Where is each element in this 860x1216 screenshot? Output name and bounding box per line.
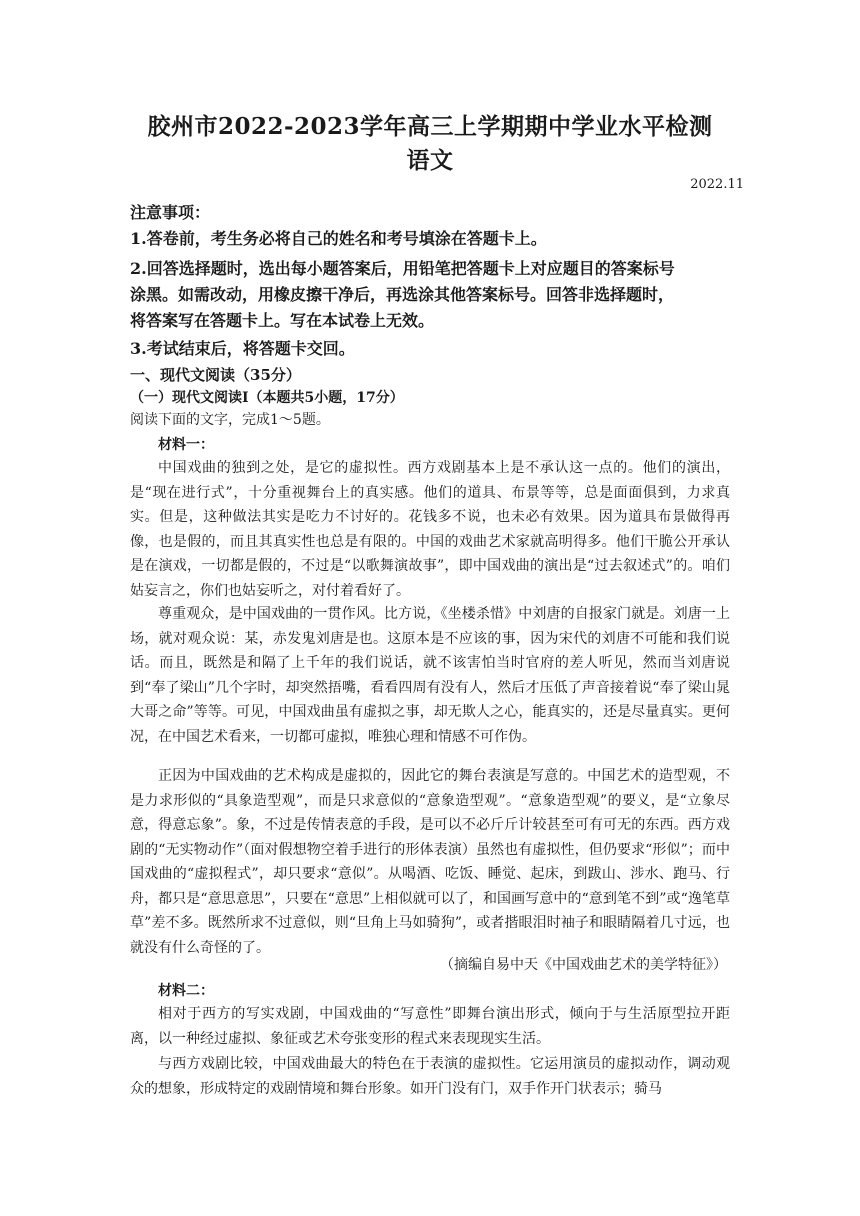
material-2-label: 材料二： <box>158 983 214 999</box>
section-subheading: （一）现代文阅读Ⅰ（本题共5小题，17分） <box>130 390 404 406</box>
material-1-source: （摘编自易中天《中国戏曲艺术的美学特征》） <box>440 957 727 973</box>
material-1-paragraph-2: 尊重观众，是中国戏曲的一贯作风。比方说，《坐楼杀惜》中刘唐的自报家门就是。刘唐一上场，就对观众说：某，赤发鬼刘唐是也。这原本是不应该的事，因为宋代的刘唐不可能和我们说话。而且，既然是和隔了上千年的我们说话，就不该害怕当时官府的差人听见，然而当刘唐说到“奉了梁山”几个字时，却突然捂嘴，看看四周有没有人，然后才压低了声音接着说“奉了梁山晁大哥之命”等等。可见，中国戏曲虽有虚拟之事，却无欺人之心，能真实的，还是尽量真实。更何况，在中国艺术看来，一切都可虚拟，唯独心理和情感不可作伪。 <box>130 606 730 745</box>
notice-item-3: 3.考试结束后，将答题卡交回。 <box>130 339 355 358</box>
material-1-paragraph-3: 正因为中国戏曲的艺术构成是虚拟的，因此它的舞台表演是写意的。中国艺术的造型观，不是力求形似的“具象造型观”，而是只求意似的“意象造型观”。“意象造型观”的要义，是“立象尽意，得意忘象”。象，不过是传情表意的手段，是可以不必斤斤计较甚至可有可无的东西。西方戏剧的“无实物动作”（面对假想物空着手进行的形体表演）虽然也有虚拟性，但仍要求“形似”；而中国戏曲的“虚拟程式”，却只要求“意似”。从喝酒、吃饭、睡觉、起床，到跋山、涉水、跑马、行舟，都只是“意思意思”，只要在“意思”上相似就可以了，和国画写意中的“意到笔不到”或“逸笔草草”差不多。既然所求不过意似，则“旦角上马如骑狗”，或者揩眼泪时袖子和眼睛隔着几寸远，也就没有什么奇怪的了。 <box>130 768 730 956</box>
notice-item-1: 1.答卷前，考生务必将自己的姓名和考号填涂在答题卡上。 <box>130 229 547 248</box>
material-1-paragraph-1: 中国戏曲的独到之处，是它的虚拟性。西方戏剧基本上是不承认这一点的。他们的演出，是“现在进行式”，十分重视舞台上的真实感。他们的道具、布景等等，总是面面俱到，力求真实。但是，这种做法其实是吃力不讨好的。花钱多不说，也未必有效果。因为道具布景做得再像，也是假的，而且其真实性也总是有限的。中国的戏曲艺术家就高明得多。他们干脆公开承认是在演戏，一切都是假的，不过是“以歌舞演故事”，即中国戏曲的演出是“过去叙述式”的。咱们姑妄言之，你们也姑妄听之，对付着看好了。 <box>130 460 730 599</box>
material-1-label: 材料一： <box>158 437 214 453</box>
notice-item-2-line-1: 2.回答选择题时，选出每小题答案后，用铅笔把答题卡上对应题目的答案标号 <box>130 259 675 278</box>
section-heading: 一、现代文阅读（35分） <box>130 366 301 384</box>
notice-heading: 注意事项： <box>130 203 211 222</box>
exam-title: 胶州市2022-2023学年高三上学期期中学业水平检测 <box>147 113 713 140</box>
material-2-paragraph-2: 与西方戏剧比较，中国戏曲最大的特色在于表演的虚拟性。它运用演员的虚拟动作，调动观众的想象，形成特定的戏剧情境和舞台形象。如开门没有门，双手作开门状表示；骑马 <box>130 1056 730 1097</box>
notice-item-2-line-2: 涂黑。如需改动，用橡皮擦干净后，再选涂其他答案标号。回答非选择题时， <box>130 285 675 304</box>
material-2-paragraph-1: 相对于西方的写实戏剧，中国戏曲的“写意性”即舞台演出形式，倾向于与生活原型拉开距离，以一种经过虚拟、象征或艺术夸张变形的程式来表现现实生活。 <box>130 1006 730 1047</box>
subject-title: 语文 <box>406 147 454 174</box>
section-instruction: 阅读下面的文字，完成1～5题。 <box>130 412 330 428</box>
exam-date: 2022.11 <box>690 177 744 192</box>
notice-item-2-line-3: 将答案写在答题卡上。写在本试卷上无效。 <box>130 311 435 330</box>
